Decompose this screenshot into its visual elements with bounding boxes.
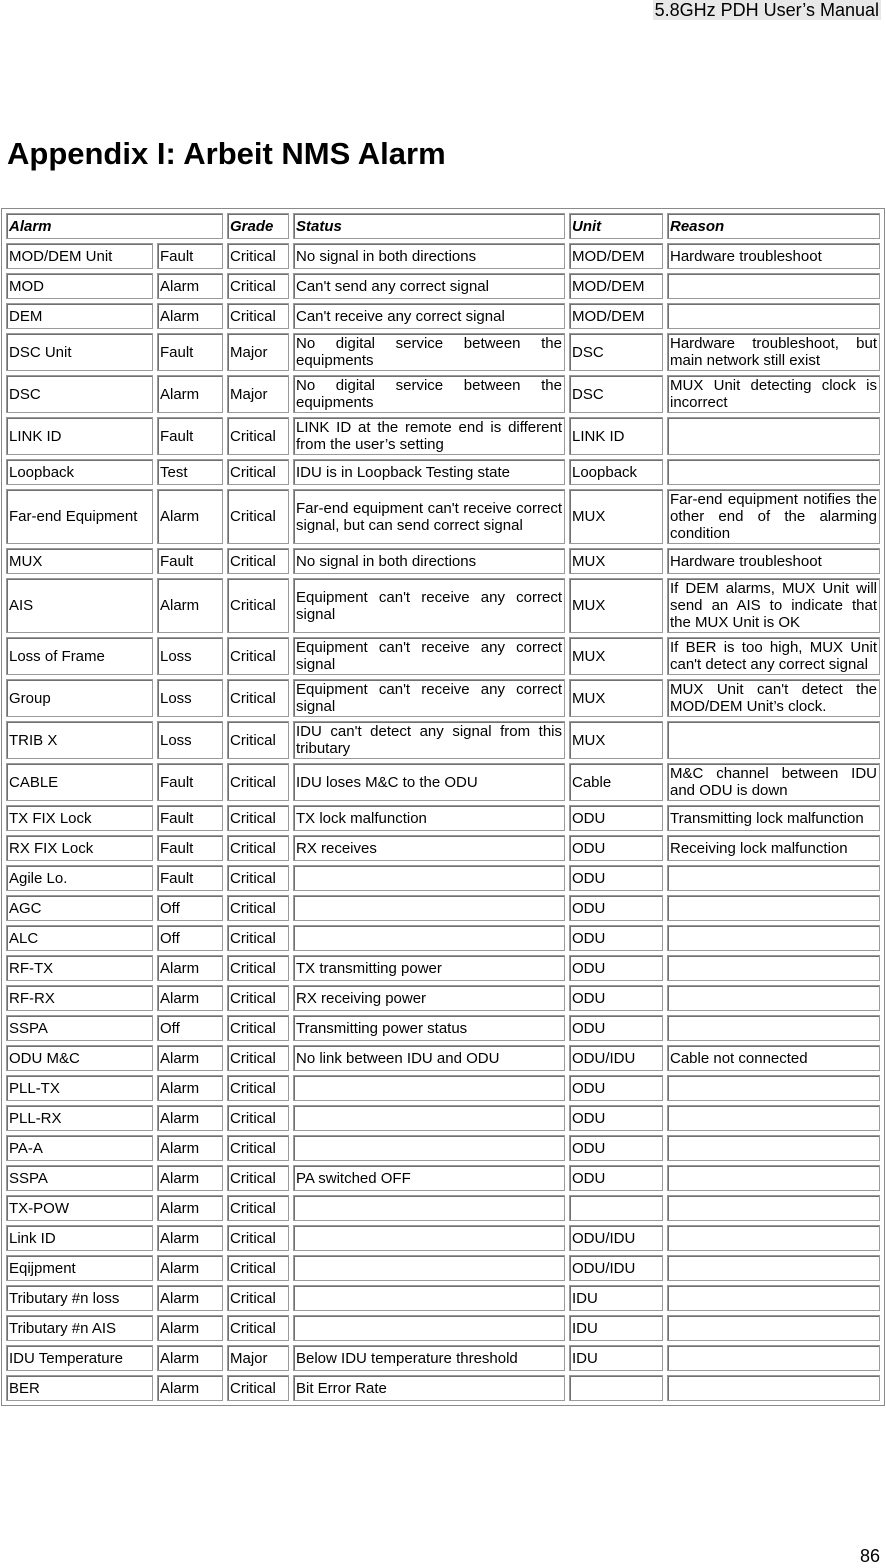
cell-status: Equipment can't receive any correct signal — [293, 679, 565, 717]
alarm-table-body — [6, 243, 880, 1401]
cell-type: Loss — [157, 679, 223, 717]
cell-type: Alarm — [157, 1045, 223, 1071]
cell-reason: MUX Unit detecting clock is incorrect — [667, 375, 880, 413]
cell-grade: Critical — [227, 1255, 289, 1281]
alarm-table — [2, 209, 884, 1405]
cell-status: Below IDU temperature threshold — [293, 1345, 565, 1371]
cell-type: Off — [157, 1015, 223, 1041]
cell-unit: ODU — [569, 835, 663, 861]
table-header-row — [6, 213, 880, 239]
cell-type: Fault — [157, 417, 223, 455]
cell-grade: Critical — [227, 1105, 289, 1131]
cell-status — [293, 1315, 565, 1341]
cell-unit: Loopback — [569, 459, 663, 485]
cell-alarm: MUX — [6, 548, 153, 574]
cell-reason: If DEM alarms, MUX Unit will send an AIS to indicate that the MUX Unit is OK — [667, 578, 880, 633]
cell-unit: ODU — [569, 895, 663, 921]
alarm-table-container — [1, 208, 885, 1406]
table-row — [6, 955, 880, 981]
cell-reason — [667, 895, 880, 921]
table-row — [6, 1255, 880, 1281]
table-row — [6, 763, 880, 801]
cell-reason — [667, 865, 880, 891]
cell-status: No signal in both directions — [293, 548, 565, 574]
cell-grade: Critical — [227, 548, 289, 574]
cell-type: Alarm — [157, 985, 223, 1011]
cell-unit: MUX — [569, 578, 663, 633]
cell-reason: Hardware troubleshoot, but main network still exist — [667, 333, 880, 371]
table-row — [6, 459, 880, 485]
cell-reason — [667, 1195, 880, 1221]
table-row — [6, 1015, 880, 1041]
cell-grade: Critical — [227, 805, 289, 831]
table-row — [6, 925, 880, 951]
cell-type: Fault — [157, 333, 223, 371]
cell-unit: ODU — [569, 1135, 663, 1161]
cell-alarm: PLL-TX — [6, 1075, 153, 1101]
cell-grade: Critical — [227, 1045, 289, 1071]
cell-grade: Critical — [227, 303, 289, 329]
table-row — [6, 895, 880, 921]
cell-status: Can't receive any correct signal — [293, 303, 565, 329]
cell-alarm: TRIB X — [6, 721, 153, 759]
table-row — [6, 985, 880, 1011]
cell-status — [293, 1135, 565, 1161]
cell-grade: Critical — [227, 578, 289, 633]
cell-type: Alarm — [157, 489, 223, 544]
cell-type: Fault — [157, 865, 223, 891]
cell-unit — [569, 1375, 663, 1401]
cell-alarm: ALC — [6, 925, 153, 951]
cell-type: Alarm — [157, 1165, 223, 1191]
cell-type: Alarm — [157, 1105, 223, 1131]
cell-type: Loss — [157, 721, 223, 759]
cell-type: Alarm — [157, 955, 223, 981]
cell-type: Off — [157, 925, 223, 951]
cell-status: Transmitting power status — [293, 1015, 565, 1041]
table-row — [6, 417, 880, 455]
cell-unit: MUX — [569, 637, 663, 675]
table-row — [6, 243, 880, 269]
cell-status: TX lock malfunction — [293, 805, 565, 831]
cell-unit: ODU — [569, 1015, 663, 1041]
cell-alarm: Loss of Frame — [6, 637, 153, 675]
cell-grade: Critical — [227, 763, 289, 801]
cell-reason — [667, 1375, 880, 1401]
cell-unit: DSC — [569, 333, 663, 371]
table-row — [6, 865, 880, 891]
table-row — [6, 548, 880, 574]
cell-reason — [667, 459, 880, 485]
cell-alarm: RX FIX Lock — [6, 835, 153, 861]
table-row — [6, 1075, 880, 1101]
running-header: 5.8GHz PDH User’s Manual — [654, 0, 879, 20]
cell-alarm: MOD/DEM Unit — [6, 243, 153, 269]
table-row — [6, 1165, 880, 1191]
cell-reason: Hardware troubleshoot — [667, 548, 880, 574]
cell-alarm: Agile Lo. — [6, 865, 153, 891]
cell-type: Alarm — [157, 303, 223, 329]
cell-grade: Major — [227, 375, 289, 413]
cell-unit — [569, 1195, 663, 1221]
cell-unit: MUX — [569, 548, 663, 574]
cell-status: IDU is in Loopback Testing state — [293, 459, 565, 485]
cell-status — [293, 1075, 565, 1101]
cell-grade: Critical — [227, 1225, 289, 1251]
cell-unit: ODU/IDU — [569, 1045, 663, 1071]
cell-status — [293, 925, 565, 951]
cell-alarm: RF-TX — [6, 955, 153, 981]
cell-status: No link between IDU and ODU — [293, 1045, 565, 1071]
cell-alarm: AIS — [6, 578, 153, 633]
cell-alarm: DEM — [6, 303, 153, 329]
cell-type: Alarm — [157, 1255, 223, 1281]
cell-alarm: AGC — [6, 895, 153, 921]
cell-type: Alarm — [157, 1345, 223, 1371]
cell-alarm: TX FIX Lock — [6, 805, 153, 831]
table-row — [6, 273, 880, 299]
cell-grade: Critical — [227, 1315, 289, 1341]
cell-alarm: Far-end Equipment — [6, 489, 153, 544]
cell-alarm: LINK ID — [6, 417, 153, 455]
cell-unit: MUX — [569, 721, 663, 759]
cell-reason — [667, 955, 880, 981]
cell-grade: Critical — [227, 1135, 289, 1161]
header-status: Status — [293, 213, 565, 239]
cell-alarm: DSC — [6, 375, 153, 413]
cell-grade: Critical — [227, 679, 289, 717]
table-row — [6, 303, 880, 329]
cell-unit: ODU — [569, 925, 663, 951]
cell-grade: Critical — [227, 925, 289, 951]
cell-status — [293, 1225, 565, 1251]
cell-unit: ODU — [569, 1165, 663, 1191]
cell-alarm: PA-A — [6, 1135, 153, 1161]
cell-status — [293, 895, 565, 921]
table-row — [6, 1345, 880, 1371]
cell-type: Off — [157, 895, 223, 921]
cell-type: Fault — [157, 805, 223, 831]
cell-reason — [667, 417, 880, 455]
cell-status: LINK ID at the remote end is different from the user’s setting — [293, 417, 565, 455]
cell-grade: Critical — [227, 417, 289, 455]
cell-grade: Major — [227, 333, 289, 371]
cell-status: RX receiving power — [293, 985, 565, 1011]
cell-type: Test — [157, 459, 223, 485]
cell-alarm: RF-RX — [6, 985, 153, 1011]
cell-type: Alarm — [157, 1225, 223, 1251]
cell-grade: Critical — [227, 955, 289, 981]
cell-status: TX transmitting power — [293, 955, 565, 981]
cell-grade: Major — [227, 1345, 289, 1371]
cell-status — [293, 865, 565, 891]
cell-type: Alarm — [157, 1285, 223, 1311]
cell-status: Far-end equipment can't receive correct signal, but can send correct signal — [293, 489, 565, 544]
cell-reason: Cable not connected — [667, 1045, 880, 1071]
cell-unit: MOD/DEM — [569, 243, 663, 269]
cell-alarm: Link ID — [6, 1225, 153, 1251]
cell-alarm: Loopback — [6, 459, 153, 485]
cell-type: Alarm — [157, 1195, 223, 1221]
table-row — [6, 805, 880, 831]
cell-alarm: Tributary #n loss — [6, 1285, 153, 1311]
cell-unit: IDU — [569, 1315, 663, 1341]
cell-status: No digital service between the equipments — [293, 333, 565, 371]
cell-reason: Hardware troubleshoot — [667, 243, 880, 269]
cell-unit: LINK ID — [569, 417, 663, 455]
cell-alarm: BER — [6, 1375, 153, 1401]
cell-alarm: TX-POW — [6, 1195, 153, 1221]
cell-unit: ODU — [569, 955, 663, 981]
cell-alarm: SSPA — [6, 1165, 153, 1191]
cell-reason — [667, 985, 880, 1011]
cell-alarm: IDU Temperature — [6, 1345, 153, 1371]
cell-unit: ODU/IDU — [569, 1255, 663, 1281]
table-row — [6, 1045, 880, 1071]
cell-status — [293, 1285, 565, 1311]
cell-alarm: PLL-RX — [6, 1105, 153, 1131]
header-grade: Grade — [227, 213, 289, 239]
cell-unit: DSC — [569, 375, 663, 413]
cell-status: RX receives — [293, 835, 565, 861]
cell-type: Fault — [157, 763, 223, 801]
cell-grade: Critical — [227, 1165, 289, 1191]
cell-grade: Critical — [227, 1195, 289, 1221]
cell-reason — [667, 1225, 880, 1251]
table-row — [6, 835, 880, 861]
cell-reason — [667, 273, 880, 299]
cell-alarm: Tributary #n AIS — [6, 1315, 153, 1341]
table-row — [6, 1195, 880, 1221]
cell-grade: Critical — [227, 273, 289, 299]
page-number: 86 — [859, 1546, 880, 1566]
cell-status: Equipment can't receive any correct signal — [293, 637, 565, 675]
cell-reason: M&C channel between IDU and ODU is down — [667, 763, 880, 801]
cell-grade: Critical — [227, 835, 289, 861]
cell-grade: Critical — [227, 459, 289, 485]
cell-unit: MOD/DEM — [569, 303, 663, 329]
cell-reason — [667, 303, 880, 329]
cell-reason — [667, 1015, 880, 1041]
cell-alarm: MOD — [6, 273, 153, 299]
cell-grade: Critical — [227, 489, 289, 544]
header-unit: Unit — [569, 213, 663, 239]
cell-reason — [667, 1315, 880, 1341]
cell-status: Bit Error Rate — [293, 1375, 565, 1401]
cell-alarm: ODU M&C — [6, 1045, 153, 1071]
table-row — [6, 578, 880, 633]
cell-reason: Transmitting lock malfunction — [667, 805, 880, 831]
cell-reason — [667, 1075, 880, 1101]
cell-type: Alarm — [157, 1375, 223, 1401]
cell-unit: ODU — [569, 1105, 663, 1131]
table-row — [6, 1225, 880, 1251]
cell-reason: MUX Unit can't detect the MOD/DEM Unit’s clock. — [667, 679, 880, 717]
cell-reason — [667, 925, 880, 951]
cell-grade: Critical — [227, 865, 289, 891]
cell-type: Fault — [157, 548, 223, 574]
cell-status — [293, 1195, 565, 1221]
cell-grade: Critical — [227, 985, 289, 1011]
cell-status: IDU can't detect any signal from this tributary — [293, 721, 565, 759]
cell-reason — [667, 1105, 880, 1131]
cell-status: No digital service between the equipments — [293, 375, 565, 413]
cell-reason — [667, 1255, 880, 1281]
cell-type: Alarm — [157, 273, 223, 299]
cell-type: Alarm — [157, 578, 223, 633]
header-reason: Reason — [667, 213, 880, 239]
cell-status: Can't send any correct signal — [293, 273, 565, 299]
cell-grade: Critical — [227, 1075, 289, 1101]
cell-status — [293, 1255, 565, 1281]
cell-unit: ODU/IDU — [569, 1225, 663, 1251]
cell-unit: ODU — [569, 985, 663, 1011]
cell-unit: MUX — [569, 489, 663, 544]
cell-unit: ODU — [569, 805, 663, 831]
cell-grade: Critical — [227, 721, 289, 759]
page-title: Appendix I: Arbeit NMS Alarm — [7, 136, 446, 171]
cell-reason — [667, 1165, 880, 1191]
cell-unit: IDU — [569, 1345, 663, 1371]
cell-type: Fault — [157, 835, 223, 861]
table-row — [6, 1315, 880, 1341]
cell-reason — [667, 1345, 880, 1371]
cell-type: Loss — [157, 637, 223, 675]
cell-grade: Critical — [227, 637, 289, 675]
cell-unit: ODU — [569, 865, 663, 891]
table-row — [6, 1135, 880, 1161]
cell-type: Alarm — [157, 375, 223, 413]
cell-reason: Receiving lock malfunction — [667, 835, 880, 861]
cell-reason — [667, 1285, 880, 1311]
table-row — [6, 1105, 880, 1131]
table-row — [6, 637, 880, 675]
cell-grade: Critical — [227, 243, 289, 269]
table-row — [6, 489, 880, 544]
cell-grade: Critical — [227, 1015, 289, 1041]
cell-status: PA switched OFF — [293, 1165, 565, 1191]
cell-type: Alarm — [157, 1075, 223, 1101]
cell-reason: Far-end equipment notifies the other end of the alarming condition — [667, 489, 880, 544]
cell-reason: If BER is too high, MUX Unit can't detect any correct signal — [667, 637, 880, 675]
cell-unit: IDU — [569, 1285, 663, 1311]
cell-unit: MOD/DEM — [569, 273, 663, 299]
cell-status: IDU loses M&C to the ODU — [293, 763, 565, 801]
cell-unit: Cable — [569, 763, 663, 801]
cell-alarm: DSC Unit — [6, 333, 153, 371]
cell-type: Fault — [157, 243, 223, 269]
cell-alarm: CABLE — [6, 763, 153, 801]
cell-type: Alarm — [157, 1135, 223, 1161]
cell-grade: Critical — [227, 1285, 289, 1311]
table-row — [6, 1375, 880, 1401]
cell-grade: Critical — [227, 895, 289, 921]
cell-unit: ODU — [569, 1075, 663, 1101]
cell-alarm: Group — [6, 679, 153, 717]
cell-type: Alarm — [157, 1315, 223, 1341]
table-row — [6, 721, 880, 759]
cell-alarm: SSPA — [6, 1015, 153, 1041]
table-row — [6, 679, 880, 717]
cell-reason — [667, 1135, 880, 1161]
header-alarm: Alarm — [6, 213, 223, 239]
cell-status — [293, 1105, 565, 1131]
cell-unit: MUX — [569, 679, 663, 717]
table-row — [6, 375, 880, 413]
cell-status: Equipment can't receive any correct signal — [293, 578, 565, 633]
table-row — [6, 1285, 880, 1311]
cell-status: No signal in both directions — [293, 243, 565, 269]
cell-alarm: Eqijpment — [6, 1255, 153, 1281]
cell-reason — [667, 721, 880, 759]
cell-grade: Critical — [227, 1375, 289, 1401]
table-row — [6, 333, 880, 371]
